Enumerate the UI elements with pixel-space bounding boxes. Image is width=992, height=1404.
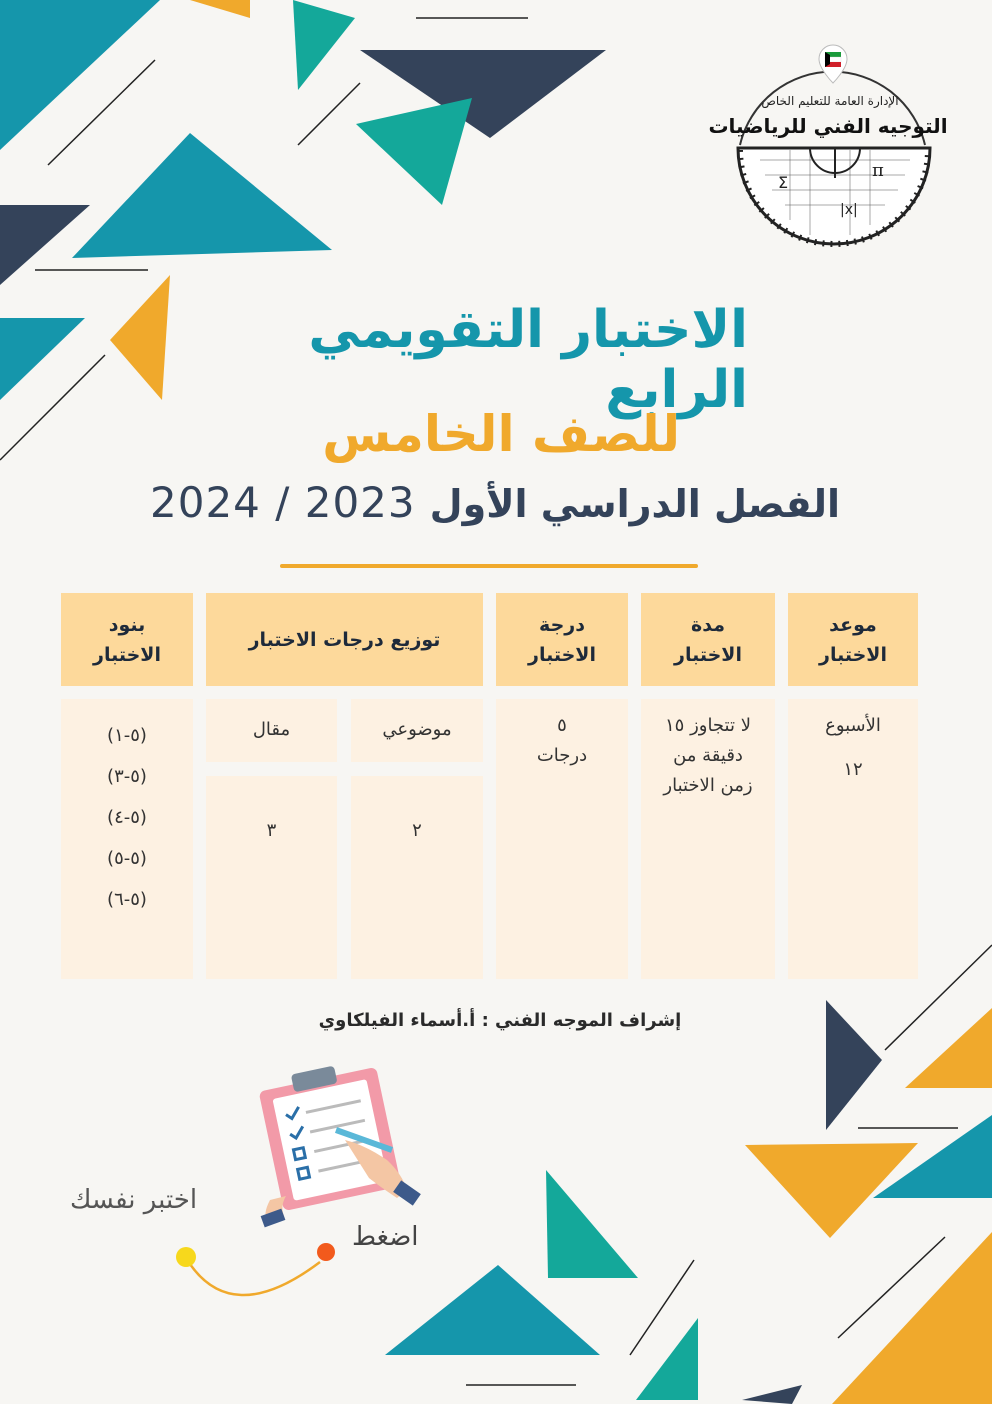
navy-triangle (826, 1000, 882, 1130)
date-week-label: الأسبوع (825, 715, 881, 736)
duration-cell (641, 699, 775, 979)
objective-value-cell: ٢ (351, 776, 483, 979)
header-items: بنود الاختبار (61, 593, 193, 686)
svg-text:Σ: Σ (778, 173, 789, 192)
score-number: ٥ (557, 715, 567, 736)
essay-label-cell: مقال (206, 699, 337, 762)
date-cell (788, 699, 918, 979)
navy-triangle (0, 205, 90, 285)
curved-arrow-icon (186, 1258, 320, 1295)
svg-text:π: π (872, 160, 884, 181)
title-underline (280, 564, 698, 568)
list-item: (٥-٣) (107, 766, 147, 787)
academic-year: 2024 / 2023 (150, 478, 416, 527)
orange-triangle (832, 1232, 992, 1404)
duration-line-1: لا تتجاوز ١٥ (665, 715, 751, 736)
orange-dot-icon (317, 1243, 335, 1261)
orange-triangle (110, 275, 170, 400)
clipboard-illustration-icon (259, 1066, 421, 1228)
math-logo-icon (738, 45, 930, 244)
self-test-link[interactable]: اختبر نفسك (70, 1185, 198, 1215)
list-item: (٥-٥) (107, 848, 147, 869)
supervisor-credit: إشراف الموجه الفني : أ.أسماء الفيلكاوي (318, 1010, 682, 1031)
teal-triangle (0, 0, 160, 150)
press-button[interactable]: اضغط (352, 1222, 419, 1252)
green-triangle (636, 1318, 698, 1400)
orange-triangle (905, 1008, 992, 1088)
logo-department-text: التوجيه الفني للرياضيات (708, 114, 948, 138)
essay-value-cell: ٣ (206, 776, 337, 979)
teal-triangle (385, 1265, 600, 1355)
divider-line (298, 83, 360, 145)
page-title: الاختبار التقويمي الرابع (308, 300, 748, 420)
items-cell (61, 699, 193, 979)
header-date: موعد الاختبار (788, 593, 918, 686)
score-unit: درجات (536, 745, 588, 766)
header-distribution: توزيع درجات الاختبار (206, 593, 483, 686)
grade-title: للصف الخامس (322, 405, 680, 463)
svg-text:|x|: |x| (840, 202, 858, 218)
yellow-dot-icon (176, 1247, 196, 1267)
logo-authority-text: الإدارة العامة للتعليم الخاص (761, 94, 899, 108)
list-item: (٥-١) (107, 725, 147, 746)
teal-triangle (72, 133, 332, 258)
duration-line-2: دقيقة من (673, 745, 743, 766)
green-triangle (293, 0, 355, 90)
semester-line (150, 478, 840, 527)
green-triangle (356, 98, 472, 205)
green-triangle (546, 1170, 638, 1278)
list-item: (٥-٤) (107, 807, 147, 828)
objective-label-cell: موضوعي (351, 699, 483, 762)
header-duration: مدة الاختبار (641, 593, 775, 686)
list-item: (٥-٦) (107, 889, 147, 910)
navy-triangle (742, 1385, 802, 1404)
orange-triangle (190, 0, 250, 18)
score-cell (496, 699, 628, 979)
date-week-number: ١٢ (843, 759, 863, 780)
duration-line-3: زمن الاختبار (663, 775, 753, 796)
semester-label: الفصل الدراسي الأول (429, 482, 840, 526)
header-score: درجة الاختبار (496, 593, 628, 686)
